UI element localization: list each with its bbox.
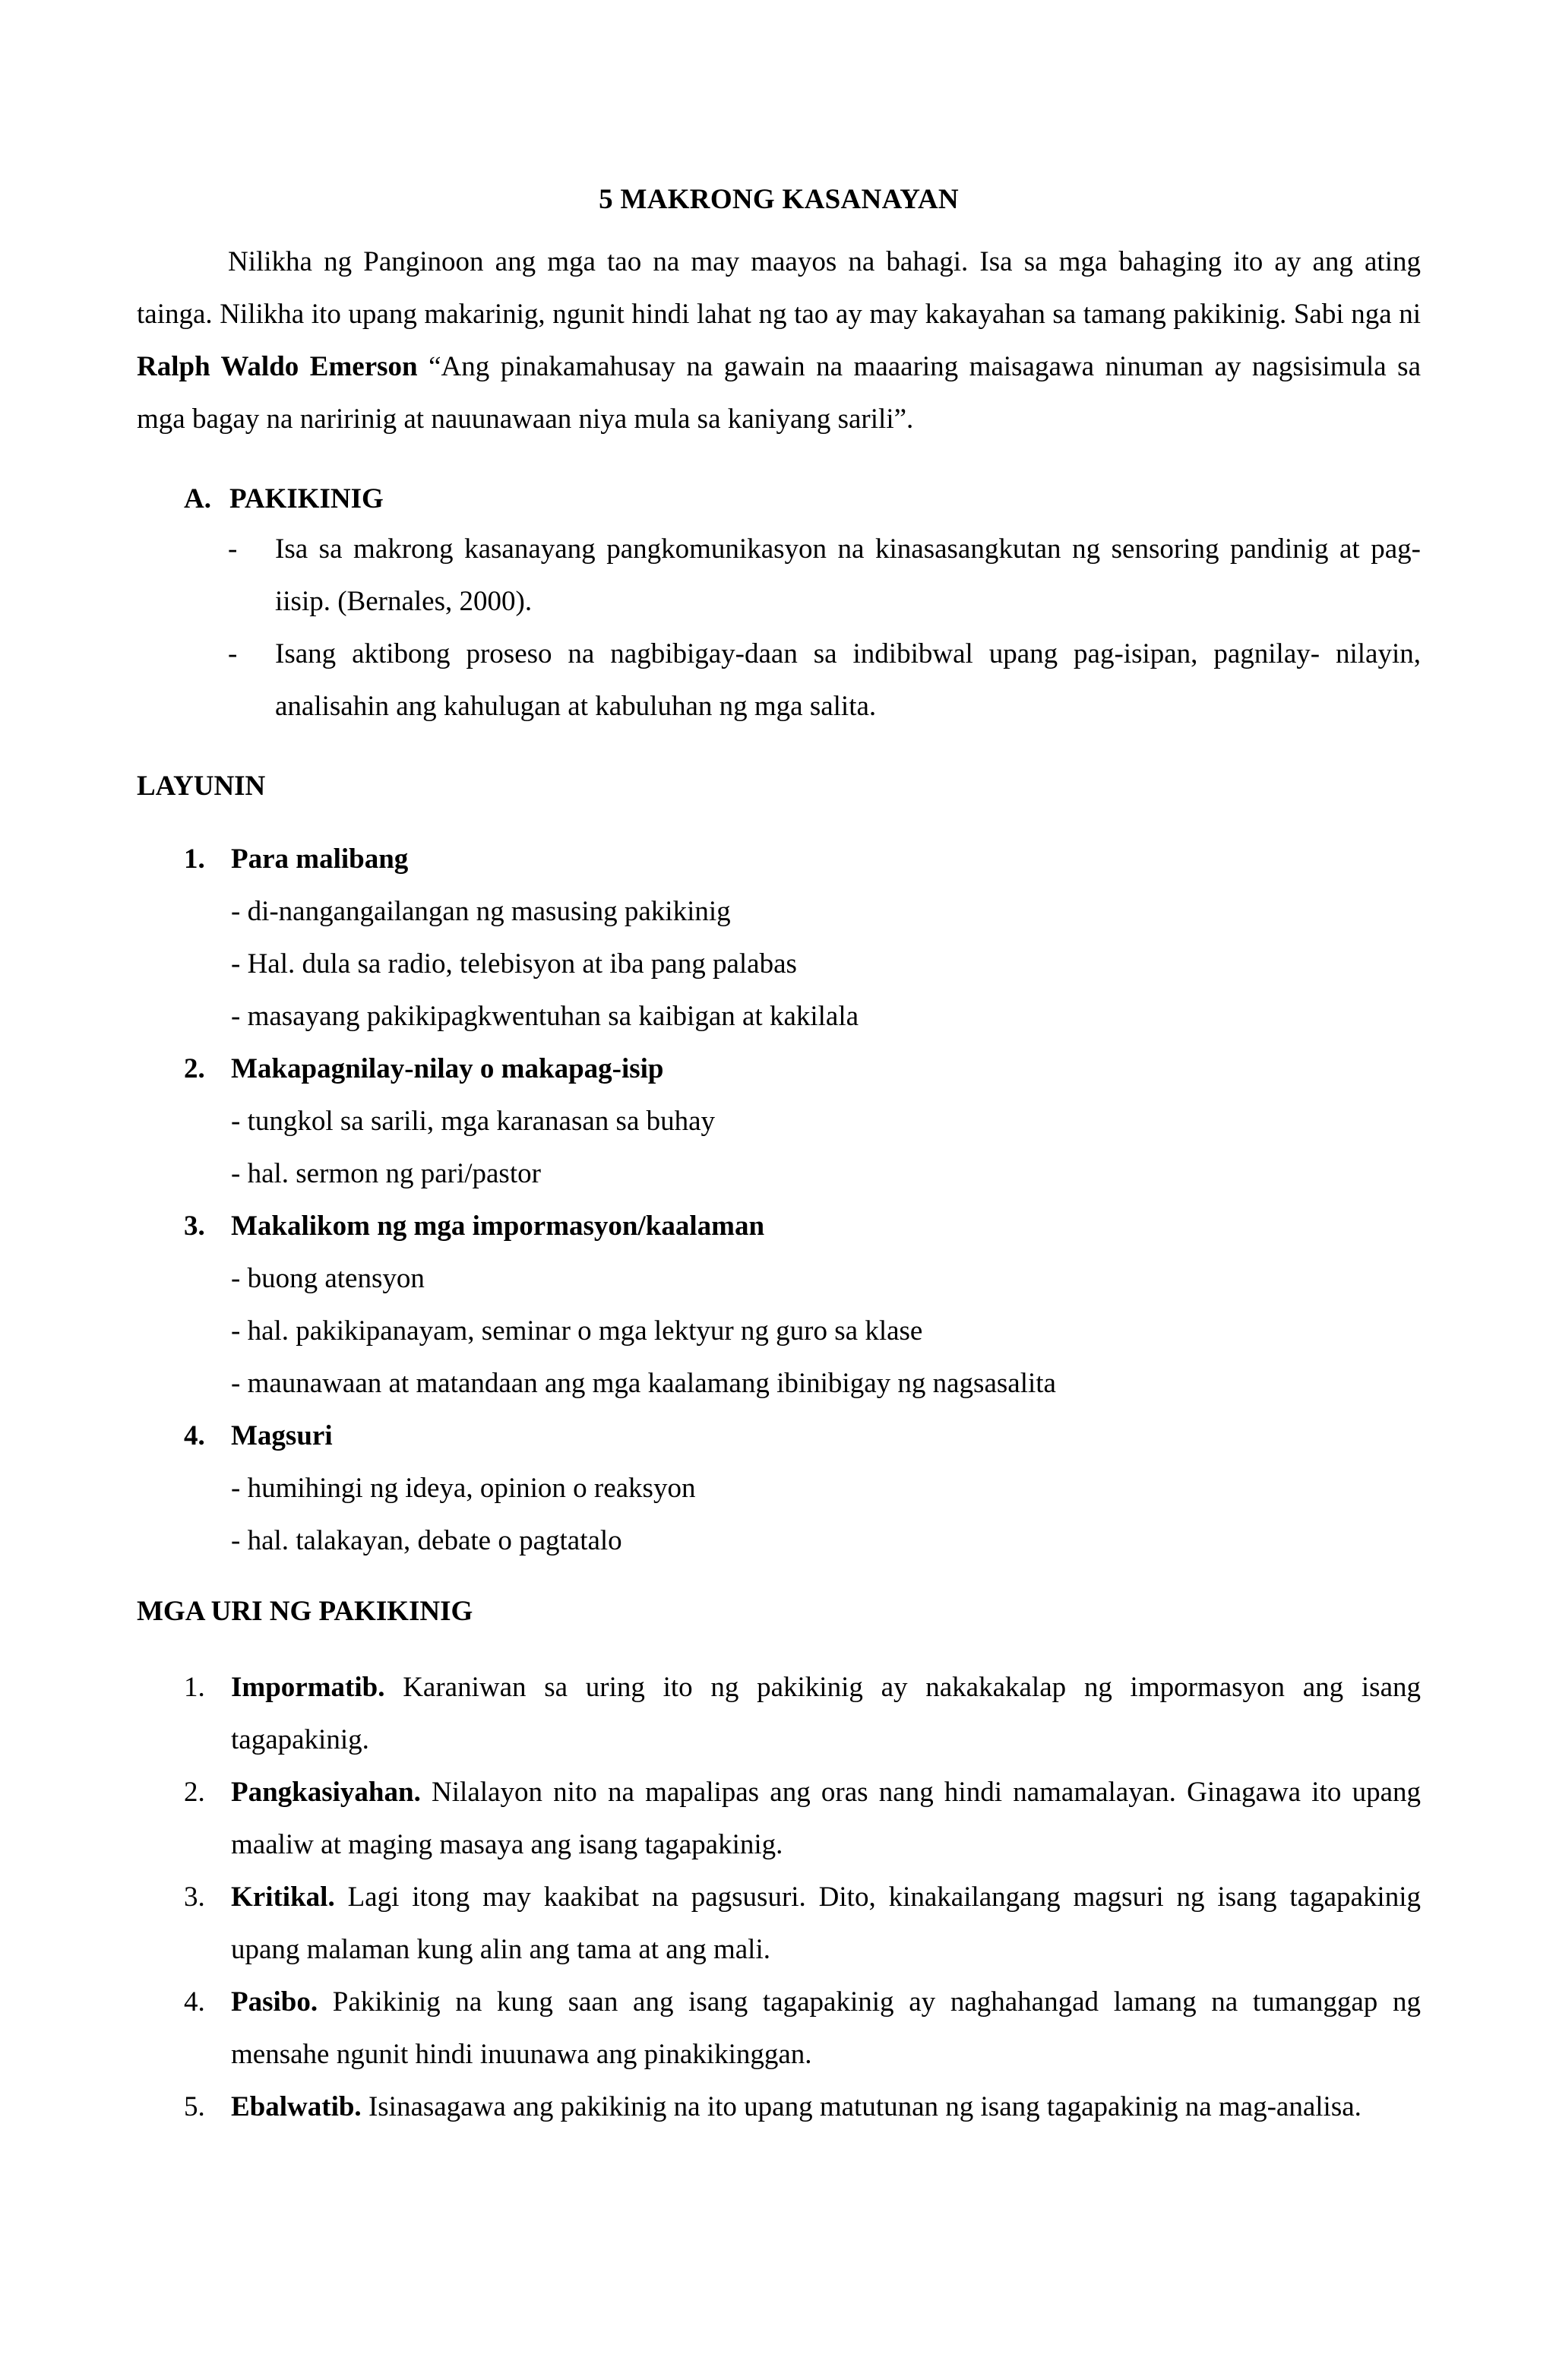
objective-item xyxy=(137,1043,1421,1200)
type-term: Pangkasiyahan. xyxy=(231,1777,421,1808)
page-title: 5 MAKRONG KASANAYAN xyxy=(599,184,959,215)
type-number: 5. xyxy=(184,2091,205,2122)
objective-detail: - Hal. dula sa radio, telebisyon at iba pang palabas xyxy=(231,948,797,980)
type-term: Ebalwatib. xyxy=(231,2091,362,2122)
type-number: 2. xyxy=(184,1777,205,1808)
section-heading xyxy=(184,476,1421,523)
objective-detail: - masayang pakikipagkwentuhan sa kaibigan at kakilala xyxy=(231,1001,859,1032)
mga-uri-heading: MGA URI NG PAKIKINIG xyxy=(137,1596,473,1627)
type-term: Impormatib. xyxy=(231,1672,385,1703)
type-term: Pasibo. xyxy=(231,1986,318,2018)
section-pakikinig xyxy=(137,476,1421,733)
section-heading-text: PAKIKINIG xyxy=(229,483,384,514)
objective-title xyxy=(137,1200,1421,1252)
dash-marker: - xyxy=(228,533,238,565)
definition-text: Isa sa makrong kasanayang pangkomunikasyon na kinasasangkutan ng sensoring pandinig at pag-iisip. (Bernales, 2000). xyxy=(275,533,1421,617)
document-page xyxy=(137,182,1421,2133)
dash-marker: - xyxy=(228,638,238,669)
definition-list xyxy=(137,523,1421,733)
objective-title xyxy=(137,1410,1421,1462)
type-description: Nilalayon nito na mapalipas ang oras nang hindi namamalayan. Ginagawa ito upang maaliw at maging masaya ang isang tagapakinig. xyxy=(231,1777,1421,1860)
objective-title-text: Makalikom ng mga impormasyon/kaalaman xyxy=(231,1211,765,1242)
intro-quote: “Ang pinakamahusay na gawain na maaaring maisagawa ninuman ay nagsisimula sa mga bagay na naririnig at nauunawaan niya mula sa kaniyang sarili”. xyxy=(137,351,1422,435)
section-letter: A. xyxy=(184,483,211,514)
objectives-list xyxy=(137,833,1421,1567)
type-description: Pakikinig na kung saan ang isang tagapakinig ay naghahangad lamang na tumanggap ng mensahe ngunit hindi inuunawa ang pinakikinggan. xyxy=(231,1986,1421,2070)
type-term: Kritikal. xyxy=(231,1882,335,1913)
type-description: Karaniwan sa uring ito ng pakikinig ay nakakakalap ng impormasyon ang isang tagapakinig. xyxy=(231,1672,1421,1755)
type-description: Lagi itong may kaakibat na pagsusuri. Dito, kinakailangang magsuri ng isang tagapakinig upang malaman kung alin ang tama at ang mali. xyxy=(231,1882,1421,1965)
listening-type-item xyxy=(137,2081,1421,2133)
objective-title-text: Magsuri xyxy=(231,1420,333,1451)
objective-item xyxy=(137,1410,1421,1567)
definition-item xyxy=(137,628,1421,733)
objective-detail: - di-nangangailangan ng masusing pakikinig xyxy=(231,896,731,927)
objective-item xyxy=(137,833,1421,1043)
objective-number: 1. xyxy=(184,843,205,875)
type-number: 3. xyxy=(184,1882,205,1913)
intro-text-start: Nilikha ng Panginoon ang mga tao na may maayos na bahagi. Isa sa mga bahaging ito ay ang ating tainga. Nilikha ito upang makarinig, ngunit hindi lahat ng tao ay may kakayahan sa tamang pakikinig. Sabi nga ni xyxy=(137,246,1421,330)
objective-title xyxy=(137,833,1421,885)
objective-number: 2. xyxy=(184,1053,205,1084)
objective-item xyxy=(137,1200,1421,1410)
objective-detail: - hal. pakikipanayam, seminar o mga lektyur ng guro sa klase xyxy=(231,1315,923,1347)
objective-title-text: Makapagnilay-nilay o makapag-isip xyxy=(231,1053,664,1084)
objective-detail: - maunawaan at matandaan ang mga kaalamang ibinibigay ng nagsasalita xyxy=(231,1368,1056,1399)
objective-detail: - tungkol sa sarili, mga karanasan sa buhay xyxy=(231,1106,716,1137)
objective-detail: - buong atensyon xyxy=(231,1263,425,1294)
objective-number: 3. xyxy=(184,1211,205,1242)
objective-number: 4. xyxy=(184,1420,205,1451)
listening-type-item xyxy=(137,1871,1421,1976)
objective-detail: - hal. talakayan, debate o pagtatalo xyxy=(231,1525,622,1556)
objective-title xyxy=(137,1043,1421,1095)
definition-text: Isang aktibong proseso na nagbibigay-daan sa indibibwal upang pag-isipan, pagnilay- nilayin, analisahin ang kahulugan at kabuluhan ng mga salita. xyxy=(275,638,1421,722)
listening-types-list xyxy=(137,1661,1421,2133)
listening-type-item xyxy=(137,1766,1421,1871)
objective-detail: - hal. sermon ng pari/pastor xyxy=(231,1158,541,1189)
layunin-heading: LAYUNIN xyxy=(137,771,266,802)
definition-item xyxy=(137,523,1421,628)
objective-title-text: Para malibang xyxy=(231,843,409,875)
intro-author: Ralph Waldo Emerson xyxy=(137,351,418,382)
type-number: 4. xyxy=(184,1986,205,2018)
type-description: Isinasagawa ang pakikinig na ito upang matutunan ng isang tagapakinig na mag-analisa. xyxy=(361,2091,1362,2122)
listening-type-item xyxy=(137,1661,1421,1766)
listening-type-item xyxy=(137,1976,1421,2081)
type-number: 1. xyxy=(184,1672,205,1703)
intro-paragraph xyxy=(137,236,1421,445)
objective-detail: - humihingi ng ideya, opinion o reaksyon xyxy=(231,1473,696,1504)
